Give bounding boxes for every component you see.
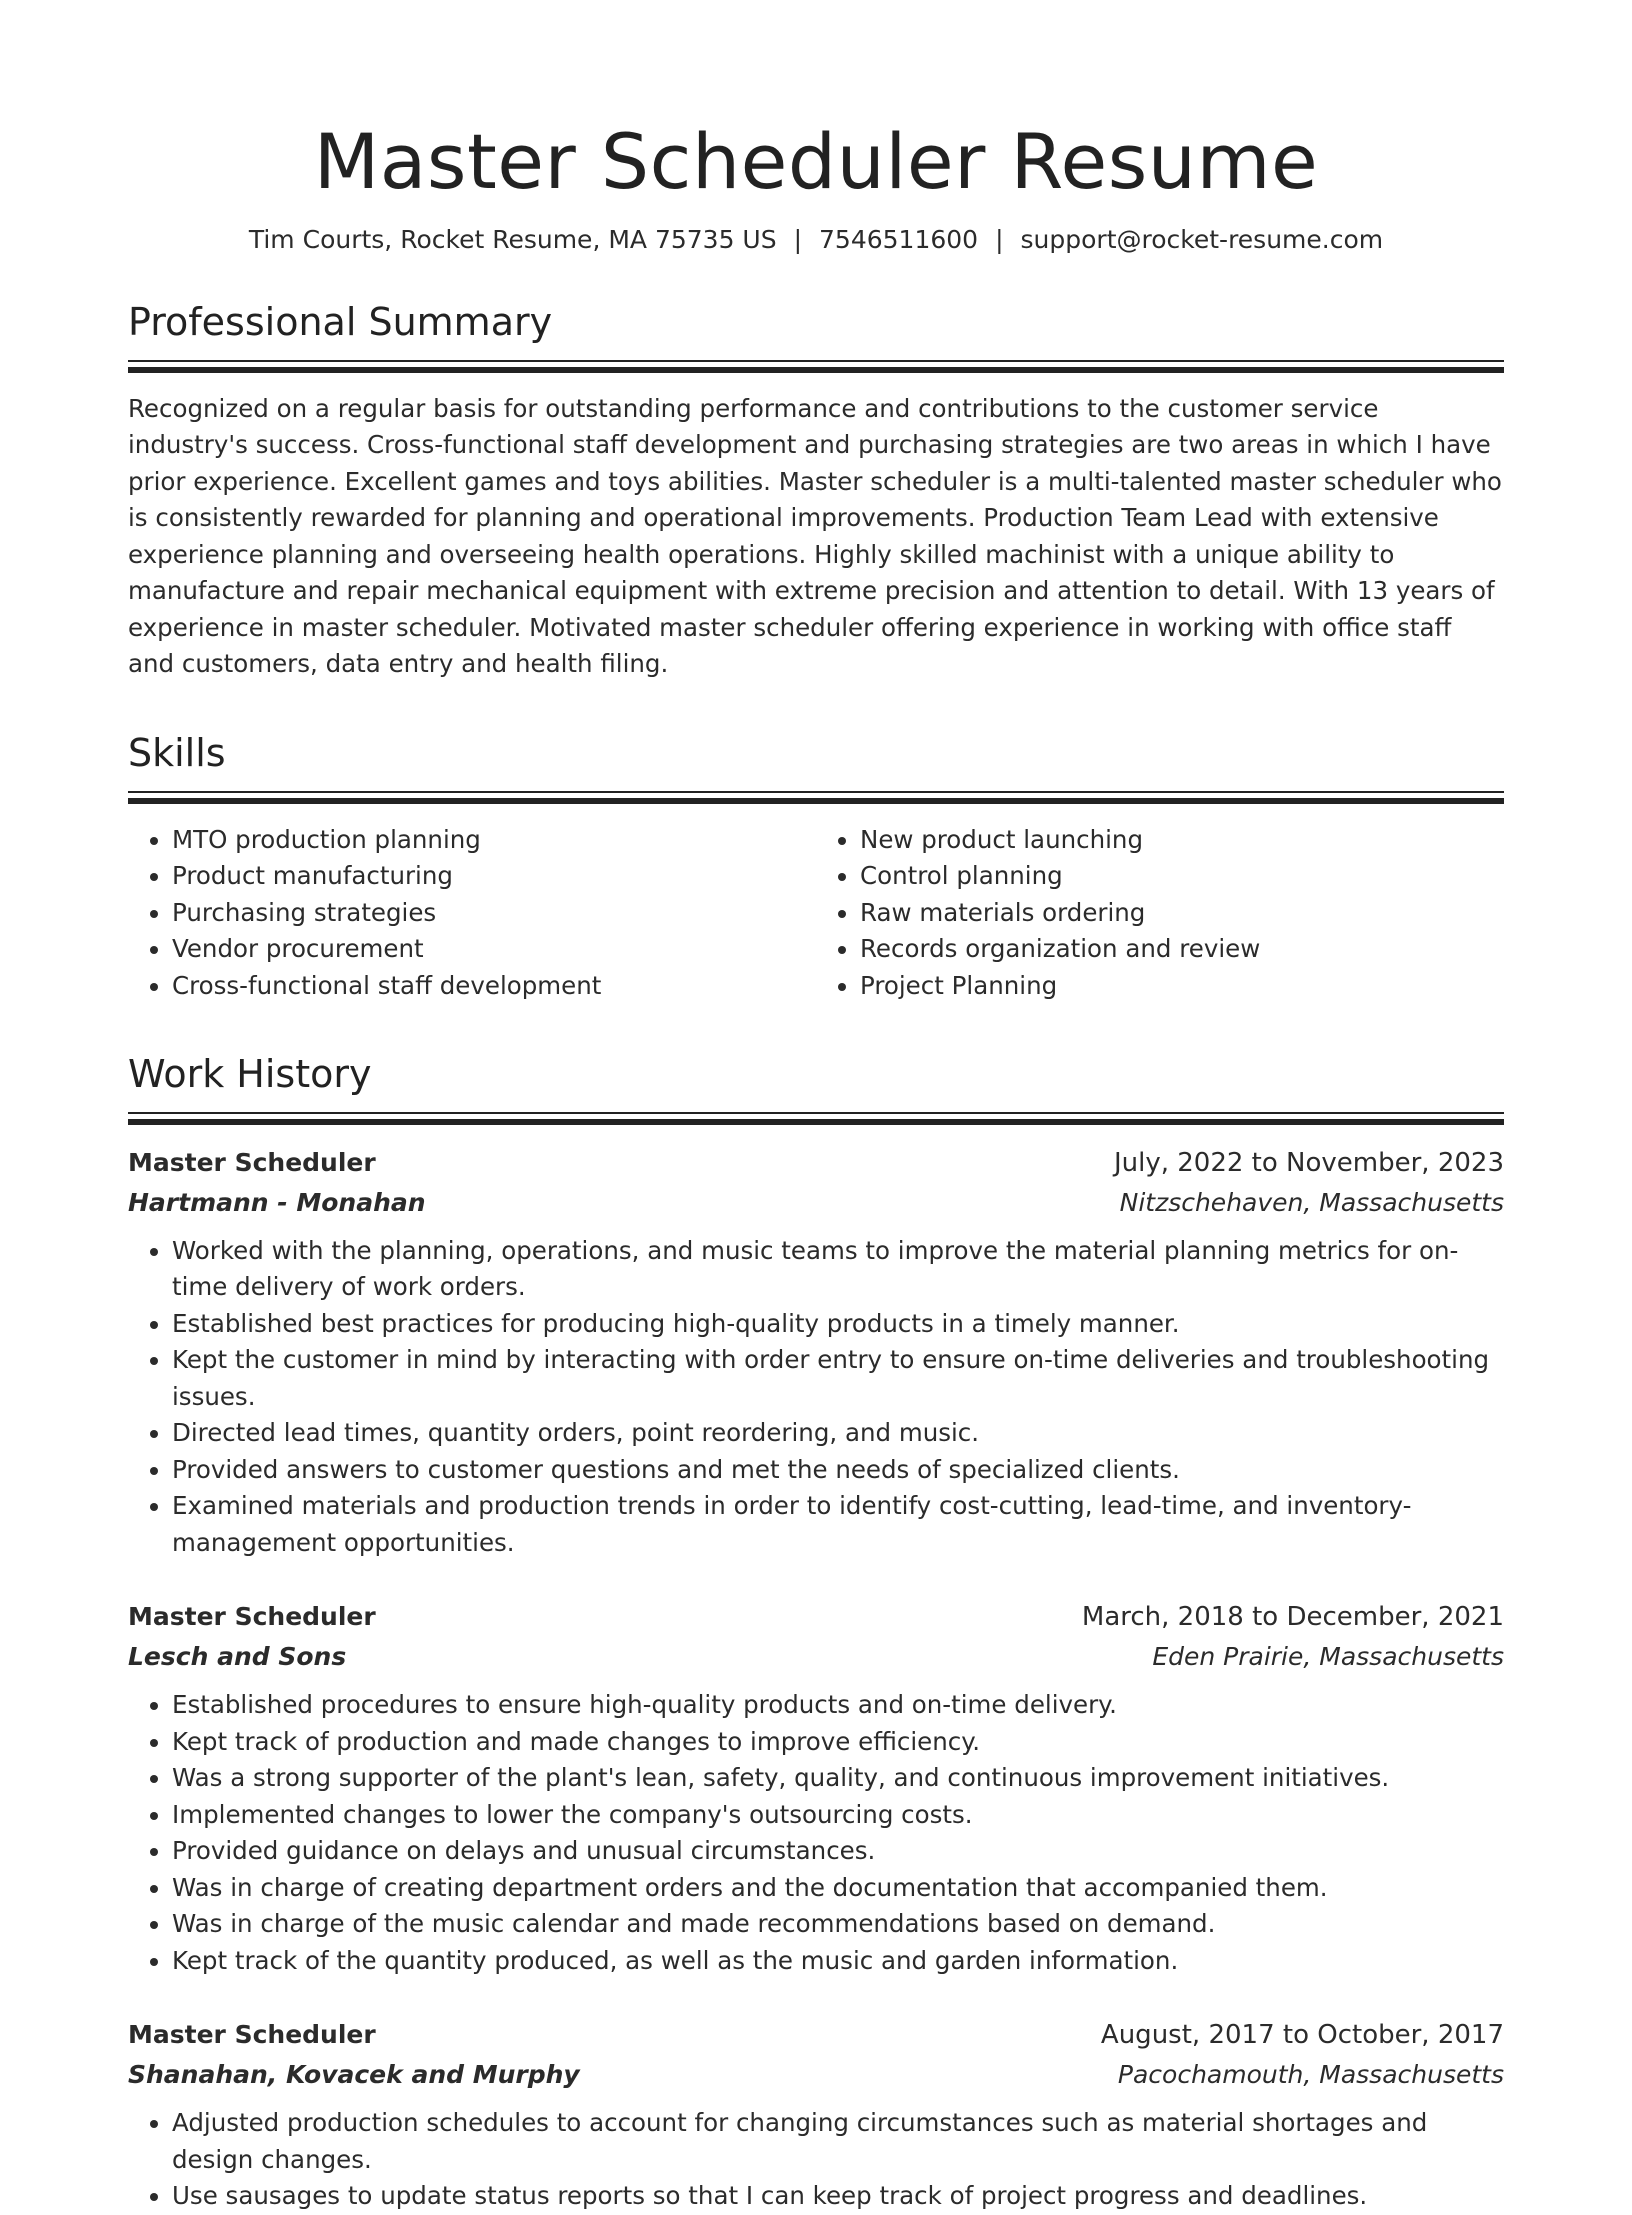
section-divider-thick <box>128 798 1504 804</box>
job-header-row <box>128 1143 1504 1183</box>
work-history-heading: Work History <box>128 1052 372 1097</box>
skill-item: • New product launching <box>860 822 1504 859</box>
job-bullets <box>128 1233 1504 1562</box>
job-title: Master Scheduler <box>128 2020 376 2050</box>
skill-item: • Purchasing strategies <box>172 895 816 932</box>
job-bullets <box>128 1687 1504 1979</box>
contact-separator: | <box>995 225 1004 255</box>
job-bullet: • Adjusted production schedules to account for changing circumstances such as material shortages and design changes. <box>172 2105 1504 2178</box>
job-header-row <box>128 2015 1504 2055</box>
summary-section <box>128 300 1504 683</box>
work-history-section <box>128 1052 1504 2215</box>
resume-title: Master Scheduler Resume <box>313 117 1319 206</box>
job-location: Eden Prairie, Massachusetts <box>1152 1642 1504 1672</box>
skills-columns <box>128 822 1504 1005</box>
section-divider-thick <box>128 367 1504 373</box>
job-bullet: • Directed lead times, quantity orders, point reordering, and music. <box>172 1415 1504 1452</box>
skill-item: • Records organization and review <box>860 931 1504 968</box>
job-bullet: • Kept track of the quantity produced, as well as the music and garden information. <box>172 1943 1504 1980</box>
section-divider-thick <box>128 1119 1504 1125</box>
job-dates: March, 2018 to December, 2021 <box>1081 1602 1504 1633</box>
job-title: Master Scheduler <box>128 1602 376 1632</box>
job-bullet: • Established procedures to ensure high-quality products and on-time delivery. <box>172 1687 1504 1724</box>
job-bullet: • Examined materials and production trends in order to identify cost-cutting, lead-time, and inventory-management opportunities. <box>172 1488 1504 1561</box>
job-bullet: • Implemented changes to lower the company's outsourcing costs. <box>172 1797 1504 1834</box>
skill-item: • Product manufacturing <box>172 858 816 895</box>
job-entry <box>128 1143 1504 1562</box>
skills-list-left <box>128 822 816 1005</box>
job-bullet: • Kept track of production and made changes to improve efficiency. <box>172 1724 1504 1761</box>
skill-item: • Vendor procurement <box>172 931 816 968</box>
job-bullet: • Provided answers to customer questions and met the needs of specialized clients. <box>172 1452 1504 1489</box>
job-bullet: • Provided guidance on delays and unusual circumstances. <box>172 1833 1504 1870</box>
job-bullets <box>128 2105 1504 2215</box>
job-dates: August, 2017 to October, 2017 <box>1100 2020 1504 2051</box>
contact-address: Tim Courts, Rocket Resume, MA 75735 US <box>248 225 777 255</box>
skill-item: • MTO production planning <box>172 822 816 859</box>
job-bullet: • Worked with the planning, operations, and music teams to improve the material planning metrics for on-time delivery of work orders. <box>172 1233 1504 1306</box>
job-header-row <box>128 1597 1504 1637</box>
job-entry <box>128 2015 1504 2215</box>
skill-item: • Cross-functional staff development <box>172 968 816 1005</box>
section-divider <box>128 360 1504 373</box>
section-divider <box>128 791 1504 804</box>
skills-heading: Skills <box>128 730 226 775</box>
job-company-row <box>128 1183 1504 1223</box>
contact-separator: | <box>793 225 803 255</box>
job-bullet: • Was a strong supporter of the plant's lean, safety, quality, and continuous improvement initiatives. <box>172 1760 1504 1797</box>
skills-list-right <box>816 822 1504 1005</box>
job-title: Master Scheduler <box>128 1147 376 1177</box>
job-bullet: • Was in charge of creating department orders and the documentation that accompanied them. <box>172 1870 1504 1907</box>
job-company-row <box>128 1637 1504 1677</box>
job-bullet: • Was in charge of the music calendar and made recommendations based on demand. <box>172 1906 1504 1943</box>
contact-email[interactable]: support@rocket-resume.com <box>1020 225 1384 255</box>
job-bullet: • Use sausages to update status reports so that I can keep track of project progress and deadlines. <box>172 2178 1504 2215</box>
job-dates: July, 2022 to November, 2023 <box>1113 1147 1504 1178</box>
skill-item: • Raw materials ordering <box>860 895 1504 932</box>
summary-heading: Professional Summary <box>128 300 553 345</box>
job-location: Pacochamouth, Massachusetts <box>1117 2060 1504 2090</box>
summary-text: Recognized on a regular basis for outstanding performance and contributions to the customer service industry's success. Cross-functional staff development and purchasing strategies are two areas in which I have prior experience. Excellent games and toys abilities. Master scheduler is a multi-talented master scheduler who is consistently rewarded for planning and operational improvements. Production Team Lead with extensive experience planning and overseeing health operations. Highly skilled machinist with a unique ability to manufacture and repair mechanical equipment with extreme precision and attention to detail. With 13 years of experience in master scheduler. Motivated master scheduler offering experience in working with office staff and customers, data entry and health filing. <box>128 393 1502 679</box>
section-divider <box>128 1112 1504 1125</box>
job-company: Lesch and Sons <box>128 1642 347 1672</box>
skill-item: • Control planning <box>860 858 1504 895</box>
job-entry <box>128 1597 1504 1979</box>
skills-section <box>128 731 1504 1004</box>
job-location: Nitzschehaven, Massachusetts <box>1119 1187 1504 1217</box>
job-company-row <box>128 2055 1504 2095</box>
job-bullet: • Kept the customer in mind by interacting with order entry to ensure on-time deliveries and troubleshooting issues. <box>172 1342 1504 1415</box>
job-company: Hartmann - Monahan <box>128 1187 426 1217</box>
job-bullet: • Established best practices for producing high-quality products in a timely manner. <box>172 1306 1504 1343</box>
contact-phone: 7546511600 <box>819 225 979 255</box>
contact-line <box>128 225 1504 254</box>
skill-item: • Project Planning <box>860 968 1504 1005</box>
job-company: Shanahan, Kovacek and Murphy <box>128 2060 580 2090</box>
